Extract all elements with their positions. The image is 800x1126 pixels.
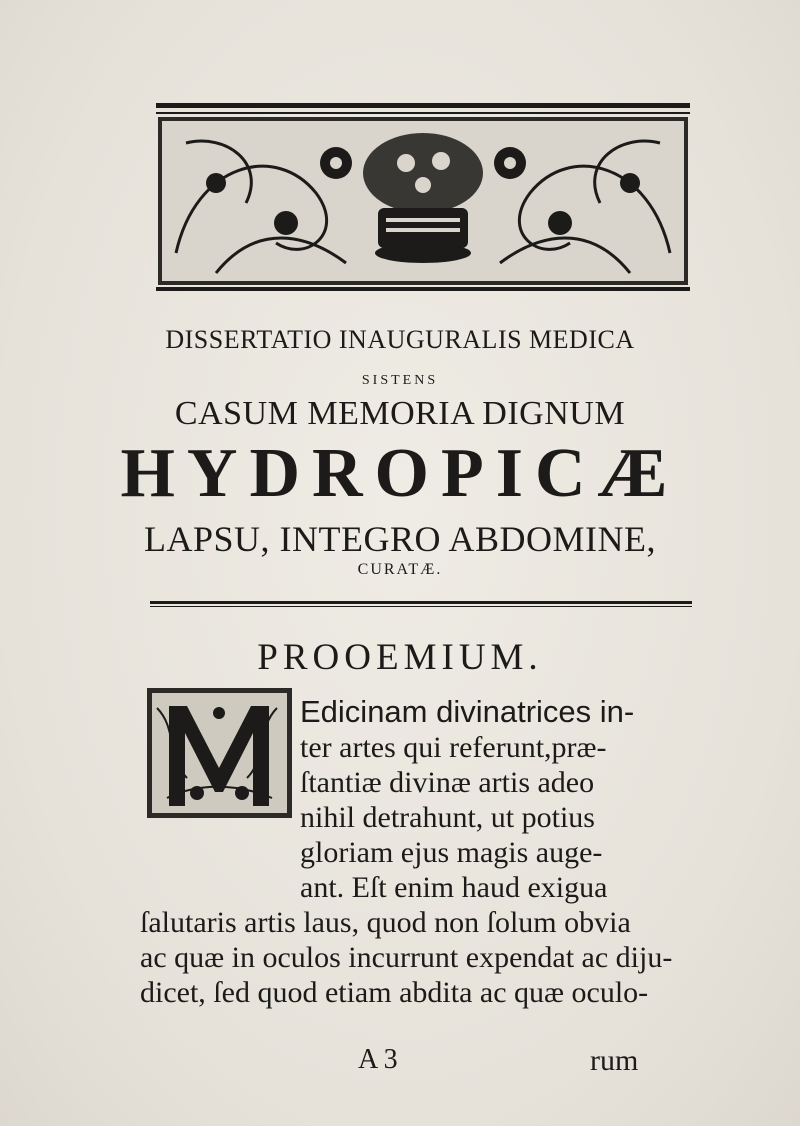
body-line-8: ac quæ in oculos incurrunt expendat ac diju- <box>140 941 673 974</box>
title-line-lapsu: LAPSU, INTEGRO ABDOMINE, <box>143 519 656 559</box>
body-line-9: dicet, ſed quod etiam abdita ac quæ oculo- <box>140 976 649 1009</box>
body-line-1: Edicinam divinatrices in- <box>300 694 635 729</box>
decorated-initial-m-ornament <box>147 688 292 818</box>
body-line-4: nihil detrahunt, ut potius <box>300 801 595 834</box>
headpiece-engraving <box>156 103 690 291</box>
floral-headpiece-ornament <box>156 103 690 291</box>
initial-engraving <box>147 688 292 818</box>
title-line-dissertatio: DISSERTATIO INAUGURALIS MEDICA <box>165 325 635 354</box>
divider-thick <box>150 601 692 604</box>
title-line-curatae: CURATÆ. <box>357 561 443 578</box>
divider-thin <box>150 606 692 607</box>
title-line-casum: CASUM MEMORIA DIGNUM <box>174 395 626 432</box>
body-line-7: ſalutaris artis laus, quod non ſolum obvia <box>140 906 631 939</box>
title-line-hydropicae: HYDROPICÆ <box>120 435 680 512</box>
body-line-5: gloriam ejus magis auge- <box>300 836 603 869</box>
body-line-3: ſtantiæ divinæ artis adeo <box>300 766 595 799</box>
signature-mark: A 3 <box>358 1044 398 1075</box>
title-line-sistens: SISTENS <box>361 373 439 388</box>
section-heading: PROOEMIUM. <box>257 637 543 678</box>
body-line-2: ter artes qui referunt,præ- <box>300 731 607 764</box>
catchword: rum <box>590 1044 639 1077</box>
body-line-6: ant. Eſt enim haud exigua <box>300 871 608 904</box>
